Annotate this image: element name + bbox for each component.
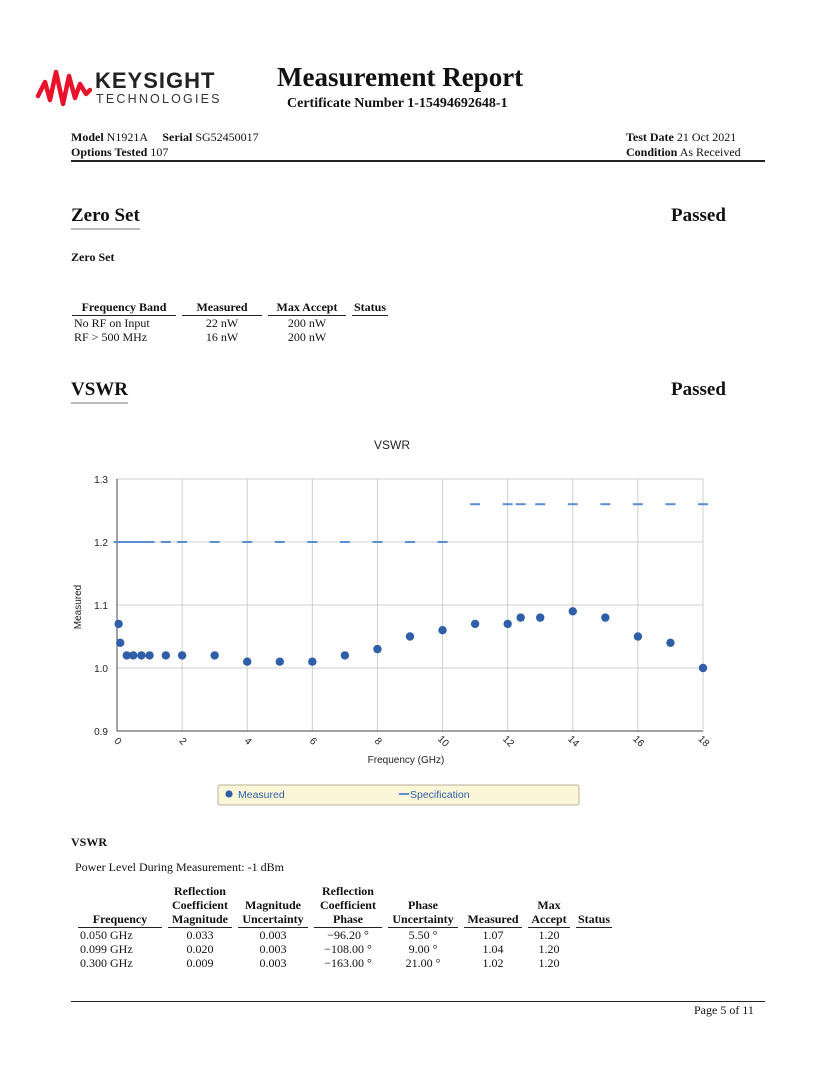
vswr-subheading: VSWR xyxy=(71,835,108,849)
options-info xyxy=(71,145,168,160)
measured-point xyxy=(373,645,381,653)
cell-max-accept: 1.20 xyxy=(538,928,560,942)
cell-measured: 1.02 xyxy=(482,956,504,970)
cell-reflection-magnitude: 0.020 xyxy=(186,942,214,956)
cell-magnitude-uncertainty: 0.003 xyxy=(259,942,287,956)
power-level: Power Level During Measurement: -1 dBm xyxy=(75,860,284,874)
options-label: Options Tested xyxy=(71,145,148,159)
measured-point xyxy=(116,639,124,647)
zero-set-subheading: Zero Set xyxy=(71,250,115,264)
measured-point xyxy=(308,658,316,666)
cell-status xyxy=(576,956,612,970)
vswr-table xyxy=(72,884,618,970)
table-row xyxy=(72,316,388,330)
y-tick-label: 1.0 xyxy=(94,664,108,675)
measured-point xyxy=(666,639,674,647)
measured-point xyxy=(145,651,153,659)
cell-reflection-phase: −96.20 ° xyxy=(327,928,369,942)
serial-label: Serial xyxy=(162,130,193,144)
measured-point xyxy=(406,632,414,640)
col-status: Status xyxy=(354,300,387,314)
page-title: Measurement Report xyxy=(277,62,524,92)
measured-point xyxy=(438,626,446,634)
measured-point xyxy=(276,658,284,666)
serial-value: SG52450017 xyxy=(195,130,259,144)
cell-status xyxy=(352,316,388,330)
footer-rule xyxy=(71,1001,765,1002)
cell-frequency: 0.099 GHz xyxy=(80,942,133,956)
x-tick-label: 8 xyxy=(371,735,384,748)
zero-set-result: Passed xyxy=(671,205,726,226)
model-info xyxy=(71,130,259,145)
cell-frequency: 0.300 GHz xyxy=(80,956,133,970)
cell-status xyxy=(576,928,612,942)
col-measured: Measured xyxy=(464,884,522,928)
cell-max-accept: 200 nW xyxy=(287,316,327,330)
cell-phase-uncertainty: 21.00 ° xyxy=(405,956,441,970)
x-tick-label: 10 xyxy=(435,733,451,750)
col-frequency: Frequency xyxy=(78,884,162,928)
condition-info xyxy=(626,145,741,160)
cell-band: RF > 500 MHz xyxy=(74,330,148,344)
x-tick-label: 14 xyxy=(565,733,581,750)
certificate-number: Certificate Number 1-15494692648-1 xyxy=(287,96,508,111)
col-reflection-magnitude: Reflection Coefficient Magnitude xyxy=(168,884,232,928)
chart-title: VSWR xyxy=(374,438,410,452)
col-measured: Measured xyxy=(182,300,262,316)
cell-magnitude-uncertainty: 0.003 xyxy=(259,928,287,942)
cell-phase-uncertainty: 5.50 ° xyxy=(408,928,438,942)
logo-subtext: TECHNOLOGIES xyxy=(96,92,222,106)
measured-point xyxy=(471,620,479,628)
cell-measured: 22 nW xyxy=(205,316,239,330)
x-tick-label: 18 xyxy=(695,733,712,750)
header-rule xyxy=(71,160,765,162)
test-date-label: Test Date xyxy=(626,130,674,144)
measured-point xyxy=(634,632,642,640)
logo-wordmark: KEYSIGHT xyxy=(95,68,216,93)
measured-point xyxy=(699,664,707,672)
cell-reflection-phase: −108.00 ° xyxy=(324,942,372,956)
vswr-title: VSWR xyxy=(71,379,128,404)
measured-point xyxy=(536,613,544,621)
x-tick-label: 2 xyxy=(176,735,189,748)
measured-point xyxy=(341,651,349,659)
model-value: N1921A xyxy=(106,130,148,144)
table-row xyxy=(72,330,388,344)
x-tick-label: 16 xyxy=(630,733,647,750)
cell-magnitude-uncertainty: 0.003 xyxy=(259,956,287,970)
table-row xyxy=(78,942,612,956)
measured-point xyxy=(162,651,170,659)
col-status: Status xyxy=(576,884,612,928)
y-axis-label: Measured xyxy=(73,584,84,630)
options-value: 107 xyxy=(150,145,169,159)
x-tick-label: 0 xyxy=(111,735,124,748)
keysight-logo-icon xyxy=(36,66,92,108)
vswr-chart xyxy=(60,430,740,810)
legend-measured-marker xyxy=(225,790,232,797)
cell-status xyxy=(352,330,388,344)
cell-reflection-phase: −163.00 ° xyxy=(324,956,372,970)
measured-point xyxy=(569,607,577,615)
cell-phase-uncertainty: 9.00 ° xyxy=(408,942,438,956)
x-tick-label: 12 xyxy=(500,733,516,750)
condition-label: Condition xyxy=(626,145,678,159)
zero-set-table xyxy=(66,300,394,344)
page-number: Page 5 of 11 xyxy=(694,1003,754,1017)
legend-specification-label: Specification xyxy=(410,789,470,801)
cell-measured: 16 nW xyxy=(205,330,239,344)
x-axis-label: Frequency (GHz) xyxy=(367,755,445,766)
table-row xyxy=(78,956,612,970)
cell-frequency: 0.050 GHz xyxy=(80,928,133,942)
x-tick-label: 4 xyxy=(241,735,254,748)
measured-point xyxy=(503,620,511,628)
measured-point xyxy=(210,651,218,659)
measured-point xyxy=(243,658,251,666)
measured-point xyxy=(516,613,524,621)
y-tick-label: 1.2 xyxy=(94,538,108,549)
test-date-value: 21 Oct 2021 xyxy=(676,130,737,144)
col-magnitude-uncertainty: Magnitude Uncertainty xyxy=(238,884,308,928)
cell-status xyxy=(576,942,612,956)
cell-max-accept: 1.20 xyxy=(538,942,560,956)
cell-max-accept: 1.20 xyxy=(538,956,560,970)
measured-point xyxy=(601,613,609,621)
cell-reflection-magnitude: 0.009 xyxy=(186,956,214,970)
cell-band: No RF on Input xyxy=(74,316,150,330)
cell-reflection-magnitude: 0.033 xyxy=(186,928,214,942)
col-frequency-band: Frequency Band xyxy=(72,300,176,316)
y-tick-label: 0.9 xyxy=(94,727,108,738)
col-phase-uncertainty: Phase Uncertainty xyxy=(388,884,458,928)
cell-measured: 1.07 xyxy=(482,928,504,942)
zero-set-title: Zero Set xyxy=(71,205,140,230)
measured-point xyxy=(129,651,137,659)
model-label: Model xyxy=(71,130,104,144)
measured-point xyxy=(137,651,145,659)
measured-point xyxy=(178,651,186,659)
y-tick-label: 1.3 xyxy=(94,475,108,486)
condition-value: As Received xyxy=(679,145,741,159)
measured-point xyxy=(114,620,122,628)
col-max-accept: Max Accept xyxy=(268,300,346,316)
x-tick-label: 6 xyxy=(306,735,319,748)
table-row xyxy=(78,928,612,942)
legend-measured-label: Measured xyxy=(238,789,285,801)
col-reflection-phase: Reflection Coefficient Phase xyxy=(314,884,382,928)
col-max-accept: Max Accept xyxy=(528,884,570,928)
cell-measured: 1.04 xyxy=(482,942,504,956)
vswr-result: Passed xyxy=(671,379,726,400)
cell-max-accept: 200 nW xyxy=(287,330,327,344)
test-date-info xyxy=(626,130,736,145)
y-tick-label: 1.1 xyxy=(94,601,108,612)
